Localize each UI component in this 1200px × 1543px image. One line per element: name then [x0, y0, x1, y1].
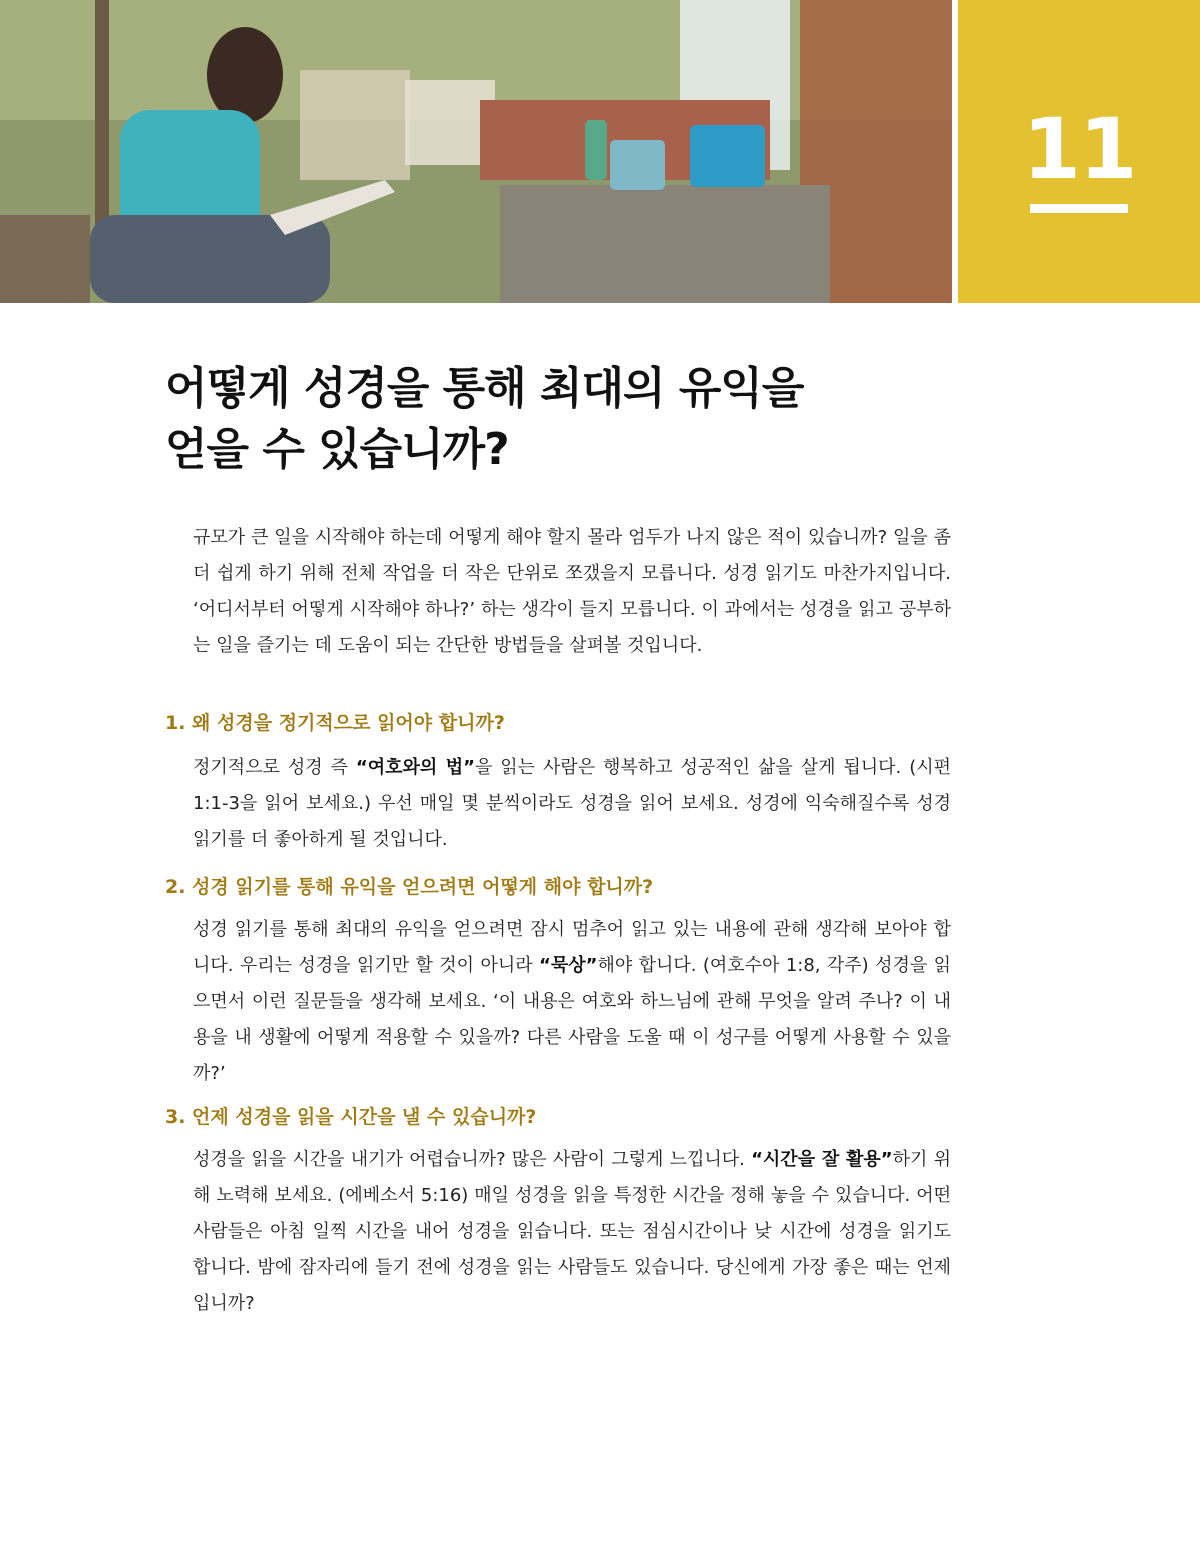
question-3: 3. 언제 성경을 읽을 시간을 낼 수 있습니까? — [165, 1106, 537, 1128]
lesson-number-tab — [958, 0, 1200, 303]
lesson-number: 11 — [1022, 100, 1136, 198]
answer-3 — [193, 1142, 951, 1322]
answer-2-text-b: 해야 합니다. (여호수아 1:8, 각주) 성경을 읽으면서 이런 질문들을 생각해 보세요. ‘이 내용은 여호와 하느님에 관해 무엇을 알려 주나? 이 내용을 내 생활에 어떻게 적용할 수 있을까? 다른 사람을 도울 때 이 성구를 어떻게 사용할 수 있을까?’ — [193, 955, 952, 1084]
answer-3-text-b: 하기 위해 노력해 보세요. (에베소서 5:16) 매일 성경을 읽을 특정한 시간을 정해 놓을 수 있습니다. 어떤 사람들은 아침 일찍 시간을 내어 성경을 읽습니다. 또는 점심시간이나 낮 시간에 성경을 읽기도 합니다. 밤에 잠자리에 들기 전에 성경을 읽는 사람들도 있습니다. 당신에게 가장 좋은 때는 언제입니까? — [193, 1149, 951, 1314]
title-line-2: 얻을 수 있습니까? — [165, 424, 509, 475]
intro-paragraph: 규모가 큰 일을 시작해야 하는데 어떻게 해야 할지 몰라 엄두가 나지 않은 적이 있습니까? 일을 좀 더 쉽게 하기 위해 전체 작업을 더 작은 단위로 쪼갰을지 모릅니다. 성경 읽기도 마찬가지입니다. ‘어디서부터 어떻게 시작해야 하나?’ 하는 생각이 들지 모릅니다. 이 과에서는 성경을 읽고 공부하는 일을 즐기는 데 도움이 되는 간단한 방법들을 살펴볼 것입니다. — [193, 527, 951, 656]
answer-2 — [193, 912, 951, 1092]
lesson-number-underline — [1030, 204, 1128, 213]
answer-2-text-a: 성경 읽기를 통해 최대의 유익을 얻으려면 잠시 멈추어 읽고 있는 내용에 관해 생각해 보아야 합니다. 우리는 성경을 읽기만 할 것이 아니라 — [193, 919, 951, 976]
question-1: 1. 왜 성경을 정기적으로 읽어야 합니까? — [165, 712, 505, 734]
title-line-1: 어떻게 성경을 통해 최대의 유익을 — [165, 363, 804, 414]
answer-3-text-a: 성경을 읽을 시간을 내기가 어렵습니까? 많은 사람이 그렇게 느낍니다. — [193, 1149, 752, 1170]
question-2: 2. 성경 읽기를 통해 유익을 얻으려면 어떻게 해야 합니까? — [165, 876, 654, 898]
answer-1 — [193, 750, 951, 858]
answer-3-emphasis: “시간을 잘 활용” — [751, 1149, 893, 1170]
lesson-title — [165, 358, 985, 480]
woman-reading-bible-illustration — [0, 0, 952, 303]
answer-1-text-b: 을 읽는 사람은 행복하고 성공적인 삶을 살게 됩니다. (시편 1:1-3을 읽어 보세요.) 우선 매일 몇 분씩이라도 성경을 읽어 보세요. 성경에 익숙해질수록 성경 읽기를 더 좋아하게 될 것입니다. — [193, 757, 951, 850]
answer-1-emphasis: “여호와의 법” — [355, 757, 475, 778]
answer-2-emphasis: “묵상” — [539, 955, 598, 976]
hero-photo — [0, 0, 952, 303]
answer-1-text-a: 정기적으로 성경 즉 — [193, 757, 356, 778]
